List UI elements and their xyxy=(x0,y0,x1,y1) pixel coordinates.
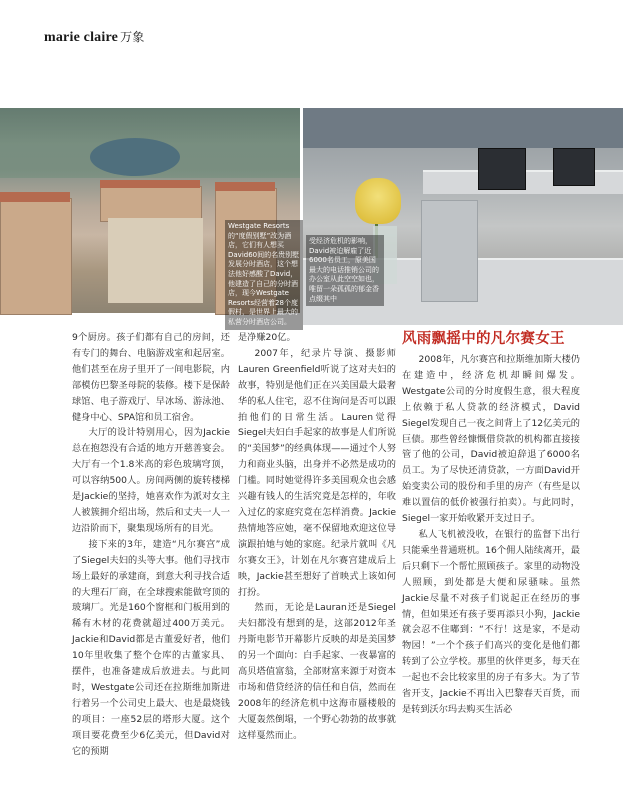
roof-shape xyxy=(100,180,200,188)
brand-name: marie claire xyxy=(44,30,119,45)
wall-shape xyxy=(303,108,623,148)
article-column-1 xyxy=(72,330,230,759)
roof-shape xyxy=(0,192,70,202)
paragraph: 私人飞机被没收，在银行的监督下出行只能乘坐普通班机。16个佣人陆续离开，最后只剩下一个帮忙照顾孩子。家里的动物没人照顾，到处都是大便和尿骚味。虽然Jackie尽量不对孩子们说起正在经历的事情，但如果还有孩子要再添只小狗，Jackie就会忍不住嘟到：“不行！这是家，不是动物园！”一个个孩子们高兴的变化是他们都转到了公立学校。那里的伙伴更多，每天在一起也不会比较家里的房子有多大。为了节省开支，Jackie不再出入巴黎春天百货，而是转到沃尔玛去购买生活必 xyxy=(402,528,580,715)
courtyard-shape xyxy=(108,218,203,303)
office-photo-caption: 受经济危机的影响，David被迫解雇了近6000名员工，原美国最大的电话推销公司的办公室从此空空如也，唯留一朵孤孤的郁金香点缀其中 xyxy=(306,235,384,306)
resort-photo-caption: Westgate Resorts的“度假别墅”改为酒店，它们有人想买David60间的名贵别墅发展分时酒店，这个想法他好感酸了David，他建造了自己的分时酒店，现今Westgate Resorts经营着28个度假村，是世界上最大的私营分时酒店公司。 xyxy=(225,220,303,330)
monitor-shape xyxy=(478,148,526,190)
building-shape xyxy=(0,198,72,315)
paragraph: 9个厨房。孩子们都有自己的房间，还有专门的舞台、电脑游戏室和起居室。他们甚至在房子里开了一间电影院，内部模仿巴黎圣母院的装修。楼下是保龄球馆、电子游戏厅、早冰场、游泳池、健身中心、SPA馆和员工宿舍。 xyxy=(72,332,230,423)
section-name: 万象 xyxy=(120,30,145,44)
article-column-3 xyxy=(402,330,580,718)
paragraph: 然而，无论是Lauran还是Siegel夫妇都没有想到的是，这部2012年圣丹斯电影节开幕影片反映的却是美国梦的另一个面向：白手起家、一夜暴富的高贝塔值富翁，全部财富来源于对资本市场和借贷经济的信任和自信，然而在2008年的经济危机中这海市蜃楼般的大厦轰然倒塌，一个野心勃勃的故事就这样戛然而止。 xyxy=(238,602,396,741)
resort-aerial-photo xyxy=(0,108,300,326)
paragraph: 2007年，纪录片导演、摄影师Lauren Greenfield听说了这对夫妇的故事，特别是他们正在兴美国最大最奢华的私人住宅，忍不住询问是否可以跟拍他们的日常生活。Lauren觉得Siegel夫妇白手起家的故事是人们所说的“美国梦”的经典体现——通过个人努力和商业头脑，出身并不必然是成功的门槛。同时她觉得许多美国观众也会感兴趣有钱人的生活究竟是怎样的，年收入过亿的家庭究竟在怎样消费。Jackie热情地答应她，毫不保留地欢迎这位导演跟拍她与她的家庭。纪录片就叫《凡尔赛女王》，计划在凡尔赛宫建成后上映，Jackie甚至想好了首映式上该如何打扮。 xyxy=(238,347,396,598)
lake-shape xyxy=(90,138,180,176)
paragraph: 是净赚20亿。 xyxy=(238,332,296,343)
masthead xyxy=(44,28,144,46)
building-shape xyxy=(100,186,202,222)
paragraph: 接下来的3年，建造“凡尔赛宫”成了Siegel夫妇的头等大事。他们寻找市场上最好的承建商，到意大利寻找合适的大理石厂商，在全球搜索能做穹顶的玻璃厂。光是160个窗框和门板用到的稀有木材的花费就超过400万美元。Jackie和David都是古董爱好者，他们10年里收集了整个仓库的古董家具、摆件，也准备建成后放进去。与此同时，Westgate公司还在拉斯维加斯进行着另一个公司史上最大、也是最烧钱的项目：一座52层的塔形大厦。这个项目要花费至少6亿美元，但David对它的预期 xyxy=(72,538,230,757)
section-heading: 风雨飘摇中的凡尔赛女王 xyxy=(402,331,565,347)
paragraph: 大厅的设计特别用心，因为Jackie总在抱怨没有合适的地方开慈善宴会。大厅有一个1.8米高的彩色玻璃穹顶，可以容纳500人。房间两侧的旋转楼梯是Jackie的坚持，她喜欢作为派对女主人被簇拥介绍出场，然后和丈夫一人一边沿阶而下，聚集现场所有的目光。 xyxy=(72,427,230,534)
monitor-shape xyxy=(553,148,595,186)
tulip-shape xyxy=(355,178,401,224)
roof-shape xyxy=(215,182,275,191)
article-column-2 xyxy=(238,330,396,744)
paragraph: 2008年，凡尔赛宫和拉斯维加斯大楼仍在建造中，经济危机却瞬间爆发。Westgate公司的分时度假生意，很大程度上依赖于私人贷款的经济模式，David Siegel发现自己一夜之间背上了12亿美元的巨债。那些曾经慷慨借贷款的机构都直接接管了他的公司，David被迫辞退了6000名员工。为了尽快还清贷款，一方面David开始变卖公司的股份和手里的房产（有些是以难以置信的低价被强行拍卖）。与此同时，Siegel一家开始收紧开支过日子。 xyxy=(402,354,580,525)
drawer-shape xyxy=(421,200,478,302)
